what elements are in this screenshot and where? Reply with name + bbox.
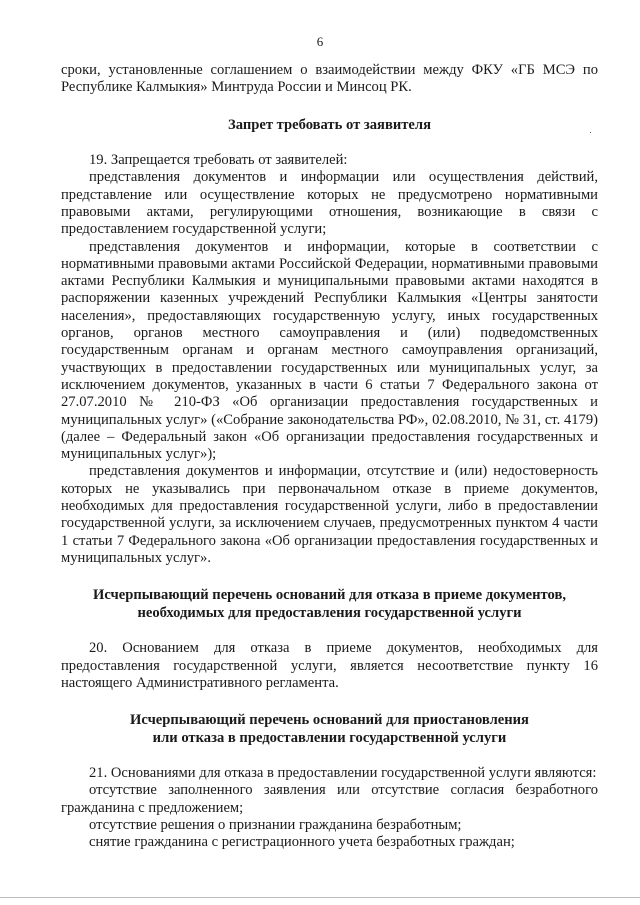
heading-line: или отказа в предоставлении государственной услуги [152, 729, 507, 746]
heading-line: Исчерпывающий перечень оснований для приостановления [130, 712, 529, 729]
section-heading-refusal-documents [61, 587, 598, 622]
heading-line: необходимых для предоставления государственной услуги [137, 604, 522, 621]
scan-edge-line [0, 897, 640, 898]
paragraph-20: 20. Основанием для отказа в приеме документов, необходимых для предоставления государственной услуги, является несоответствие пункту 16 настоящего Административного регламента. [61, 640, 598, 691]
heading-line: Исчерпывающий перечень оснований для отказа в приеме документов, [93, 587, 566, 604]
section-heading-refusal-service [61, 712, 598, 747]
scan-speck [590, 132, 591, 133]
paragraph-19: 19. Запрещается требовать от заявителей: [89, 152, 348, 169]
paragraph-21-item-1: отсутствие заполненного заявления или отсутствие согласия безработного гражданина с предложением; [61, 782, 598, 816]
document-body [61, 62, 598, 852]
paragraph-19-item-2: представления документов и информации, которые в соответствии с нормативными правовыми актами Российской Федерации, нормативными правовыми актами Республики Калмыкия и муниципальными правовыми актами находятся в распоряжении казенных учреждений Республики Калмыкия «Центры занятости населения», предоставляющих государственную услугу, иных государственных органов, органов местного самоуправления и (или) подведомственных государственным органам и органам местного самоуправления организаций, участвующих в предоставлении государственных или муниципальных услуг, за исключением документов, указанных в части 6 статьи 7 Федерального закона от 27.07.2010 № 210-ФЗ «Об организации предоставления государственных и муниципальных услуг» («Собрание законодательства РФ», 02.08.2010, № 31, ст. 4179) (далее – Федеральный закон «Об организации предоставления государственных и муниципальных услуг»); [61, 238, 598, 463]
paragraph-continuation: сроки, установленные соглашением о взаимодействии между ФКУ «ГБ МСЭ по Республике Калмыкия» Минтруда России и Минсоц РК. [61, 62, 598, 96]
page-number: 6 [316, 34, 324, 49]
section-heading-prohibition: Запрет требовать от заявителя [228, 116, 431, 133]
paragraph-19-item-3: представления документов и информации, отсутствие и (или) недостоверность которых не указывались при первоначальном отказе в приеме документов, необходимых для предоставления государственной услуги, либо в предоставлении государственной услуги, за исключением случаев, предусмотренных пунктом 4 части 1 статьи 7 Федерального закона «Об организации предоставления государственных и муниципальных услуг». [61, 463, 598, 566]
paragraph-21: 21. Основаниями для отказа в предоставлении государственной услуги являются: [89, 765, 597, 782]
paragraph-19-item-1: представления документов и информации или осуществления действий, представление или осуществление которых не предусмотрено нормативными правовыми актами, регулирующими отношения, возникающие в связи с предоставлением государственной услуги; [61, 169, 598, 238]
paragraph-21-item-2: отсутствие решения о признании гражданина безработным; [89, 817, 462, 833]
paragraph-21-item-3: снятие гражданина с регистрационного учета безработных граждан; [89, 834, 515, 851]
